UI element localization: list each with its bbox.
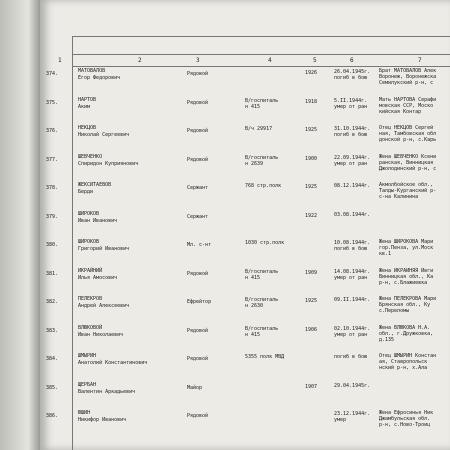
- birth-year: 1925: [305, 184, 318, 190]
- fate-date: 03.08.1944г.: [334, 211, 371, 218]
- surname: ШИРОКОВ: [78, 210, 100, 217]
- fate-note: умер от ран: [334, 160, 368, 167]
- table-row: [0, 182, 450, 212]
- relative-address: Воронеж, Воронежска: [379, 74, 437, 80]
- relative-address: ая, Ставропольск: [379, 359, 428, 365]
- row-number: 374.: [46, 71, 59, 77]
- relative-address: Мать НАРТОВА Серафи: [379, 96, 437, 103]
- row-number: 386.: [46, 413, 59, 419]
- header-col-1: 1: [58, 57, 62, 64]
- fate-note: умер от ран: [334, 331, 368, 338]
- fate-date: 10.08.1944г.: [334, 240, 371, 246]
- row-number: 383.: [46, 327, 59, 334]
- table-row: [0, 239, 450, 269]
- birth-year: 1925: [305, 298, 318, 304]
- table-row: [0, 410, 450, 440]
- unit: 768 стр.полк: [245, 183, 282, 189]
- rank: Рядовой: [187, 156, 209, 163]
- table-row: [0, 268, 450, 298]
- relative-address: кийская Контар: [379, 108, 422, 115]
- fate-date: 26.04.1945г.: [334, 69, 371, 75]
- relative-address: гор.Пенза, ул.Моск: [379, 245, 434, 251]
- given-name: Иван Иванович: [78, 217, 118, 224]
- fate-note: погиб в бою: [334, 246, 368, 252]
- relative-address: с.Переломы: [379, 308, 410, 314]
- unit: н 415: [245, 331, 261, 338]
- header-divider-bottom: [72, 66, 450, 67]
- relative-address: донской р-н, с.Карь: [379, 137, 437, 143]
- given-name: Спиридон Куприянович: [78, 160, 139, 167]
- relative-address: ранская, Винницкая: [379, 159, 434, 166]
- row-number: 377.: [46, 156, 59, 163]
- given-name: Берди: [78, 189, 94, 195]
- table-row: [0, 97, 450, 127]
- birth-year: 1909: [305, 269, 318, 276]
- rank: Сержант: [187, 185, 209, 191]
- fate-date: 14.08.1944г.: [334, 268, 371, 275]
- fate-date: 31.10.1944г.: [334, 126, 371, 132]
- unit: 1030 стр.полк: [245, 240, 285, 246]
- header-col-4: 4: [268, 57, 272, 64]
- table-row: [0, 353, 450, 383]
- table-top-line: [72, 36, 450, 37]
- row-number: 382.: [46, 299, 59, 305]
- relative-address: Жена ПЕЛЕКРОВА Мари: [379, 296, 437, 302]
- surname: ЮШИН: [78, 410, 91, 416]
- unit: В/госпиталь: [245, 297, 279, 303]
- birth-year: 1907: [305, 383, 318, 390]
- surname: ЩЕРБАН: [78, 381, 97, 388]
- rank: Рядовой: [187, 71, 209, 77]
- birth-year: 1900: [305, 155, 318, 162]
- header-divider-top: [72, 54, 450, 55]
- row-number: 384.: [46, 356, 59, 362]
- given-name: Егор Федорович: [78, 75, 121, 81]
- fate-note: умер от ран: [334, 274, 368, 281]
- surname: ШМЫРИН: [78, 353, 97, 359]
- relative-address: с-на Калинина: [379, 194, 419, 200]
- given-name: Аким: [78, 103, 91, 110]
- header-col-5: 5: [313, 57, 317, 64]
- relative-address: Талды-Курганский р-: [379, 188, 437, 194]
- surname: ШИРОКОВ: [78, 239, 100, 245]
- fate-date: 09.II.1944г.: [334, 297, 371, 303]
- row-number: 378.: [46, 185, 59, 191]
- rank: Рядовой: [187, 327, 209, 334]
- fate-note: умер от ран: [334, 103, 368, 110]
- given-name: Илья Амосович: [78, 274, 118, 281]
- table-row: [0, 68, 450, 98]
- given-name: Анатолий Константинович: [78, 360, 148, 366]
- unit: В/госпиталь: [245, 325, 279, 332]
- relative-address: Винницкая обл., Ка: [379, 273, 434, 280]
- surname: ШЕВЧЕНКО: [78, 153, 103, 160]
- relative-address: д.135: [379, 336, 395, 343]
- header-col-3: 3: [196, 57, 200, 64]
- relative-address: Жена ИКРАЙНЯЯ Ивги: [379, 267, 434, 274]
- relative-address: Жена ВЛЮКОВА Н.А.: [379, 324, 431, 331]
- given-name: Андрей Алексеевич: [78, 303, 130, 309]
- relative-address: Жена ШИРОКОВА Мари: [379, 239, 434, 245]
- fate-date: 5.II.1944г.: [334, 97, 368, 104]
- relative-address: ная, Тамбовская обл: [379, 131, 437, 137]
- birth-year: 1906: [305, 326, 318, 333]
- row-number: 380.: [46, 242, 59, 248]
- fate-note: погиб в бою: [334, 75, 368, 81]
- relative-address: Брянская обл., Ку: [379, 302, 431, 308]
- row-number: 379.: [46, 213, 59, 220]
- fate-date: 29.04.1945г.: [334, 382, 371, 389]
- relative-address: Семилукский р-н, с: [379, 80, 434, 86]
- relative-address: мовская ССР, Моско: [379, 102, 434, 109]
- row-number: 376.: [46, 128, 59, 134]
- surname: ИКРАЙНИЙ: [78, 267, 103, 274]
- relative-address: Отец НЕКЦОВ Сергей: [379, 125, 434, 131]
- relative-address: кв.1: [379, 251, 392, 257]
- table-row: [0, 154, 450, 184]
- rank: Ефрейтор: [187, 299, 212, 305]
- unit: В/госпиталь: [245, 268, 279, 275]
- given-name: Григорий Иванович: [78, 246, 130, 252]
- rank: Рядовой: [187, 356, 209, 362]
- table-row: [0, 296, 450, 326]
- unit: 5355 полк МВД: [245, 354, 285, 360]
- rank: Рядовой: [187, 128, 209, 134]
- fate-date: 23.12.1944г.: [334, 411, 371, 417]
- row-number: 385.: [46, 384, 59, 391]
- table-row: [0, 125, 450, 155]
- surname: МАТОВАЛОВ: [78, 68, 106, 74]
- given-name: Валентин Аркадьевич: [78, 388, 136, 395]
- surname: НАРТОВ: [78, 96, 97, 103]
- rank: Майор: [187, 384, 203, 391]
- rank: Мл. с-нт: [187, 242, 212, 248]
- relative-address: Акмолбойское обл.,: [379, 182, 434, 188]
- fate-note: погиб в бою: [334, 132, 368, 138]
- relative-address: Жена ШЕВЧЕНКО Ксени: [379, 153, 437, 160]
- surname: ВЛЮКОВОЙ: [78, 324, 103, 331]
- birth-year: 1918: [305, 98, 318, 105]
- unit: В/ч 29917: [245, 126, 273, 132]
- rank: Рядовой: [187, 270, 209, 277]
- table-row: [0, 382, 450, 412]
- birth-year: 1922: [305, 212, 318, 219]
- unit: н 415: [245, 103, 261, 110]
- relative-address: Брат МАТОВАЛОВ Алек: [379, 68, 437, 74]
- relative-address: Джолодинский р-н, с: [379, 165, 437, 172]
- relative-address: нский р-н, х.Ала: [379, 365, 428, 371]
- surname: НЕКЦОВ: [78, 125, 97, 131]
- birth-year: 1926: [305, 70, 318, 76]
- relative-address: р-н, с.Блажиевка: [379, 279, 428, 286]
- unit: н 2630: [245, 303, 264, 309]
- rank: Рядовой: [187, 99, 209, 106]
- relative-address: обл., г.Дружковка,: [379, 330, 434, 337]
- unit: н 2639: [245, 160, 264, 167]
- given-name: Николай Сергеевич: [78, 132, 130, 138]
- fate-note: умер: [334, 417, 347, 423]
- fate-date: 02.10.1944г.: [334, 325, 371, 332]
- surname: ПЕЛЕКРОВ: [78, 296, 103, 302]
- unit: н 415: [245, 274, 261, 281]
- header-col-7: 7: [418, 57, 422, 64]
- fate-date: погиб в бою: [334, 354, 368, 360]
- surname: ЖЕКСИТАЕВОВ: [78, 182, 112, 188]
- relative-address: Джамбульская обл.: [379, 416, 431, 422]
- header-col-2: 2: [138, 57, 142, 64]
- given-name: Никифор Иванович: [78, 417, 127, 423]
- table-row: [0, 211, 450, 241]
- rank: Сержант: [187, 213, 209, 220]
- relative-address: Отец ШМЫРИН Констан: [379, 353, 437, 359]
- unit: В/госпиталь: [245, 154, 279, 161]
- unit: В/госпиталь: [245, 97, 279, 104]
- row-number: 381.: [46, 270, 59, 277]
- header-col-6: 6: [350, 57, 354, 64]
- table-row: [0, 325, 450, 355]
- relative-address: Жена Ефросинья Ник: [379, 410, 434, 416]
- fate-date: 22.09.1944г.: [334, 154, 371, 161]
- fate-date: 08.12.1944г.: [334, 183, 371, 189]
- row-number: 375.: [46, 99, 59, 106]
- birth-year: 1925: [305, 127, 318, 133]
- rank: Рядовой: [187, 413, 209, 419]
- relative-address: р-н, с.Ново-Троиц: [379, 422, 431, 428]
- given-name: Иван Николаевич: [78, 331, 124, 338]
